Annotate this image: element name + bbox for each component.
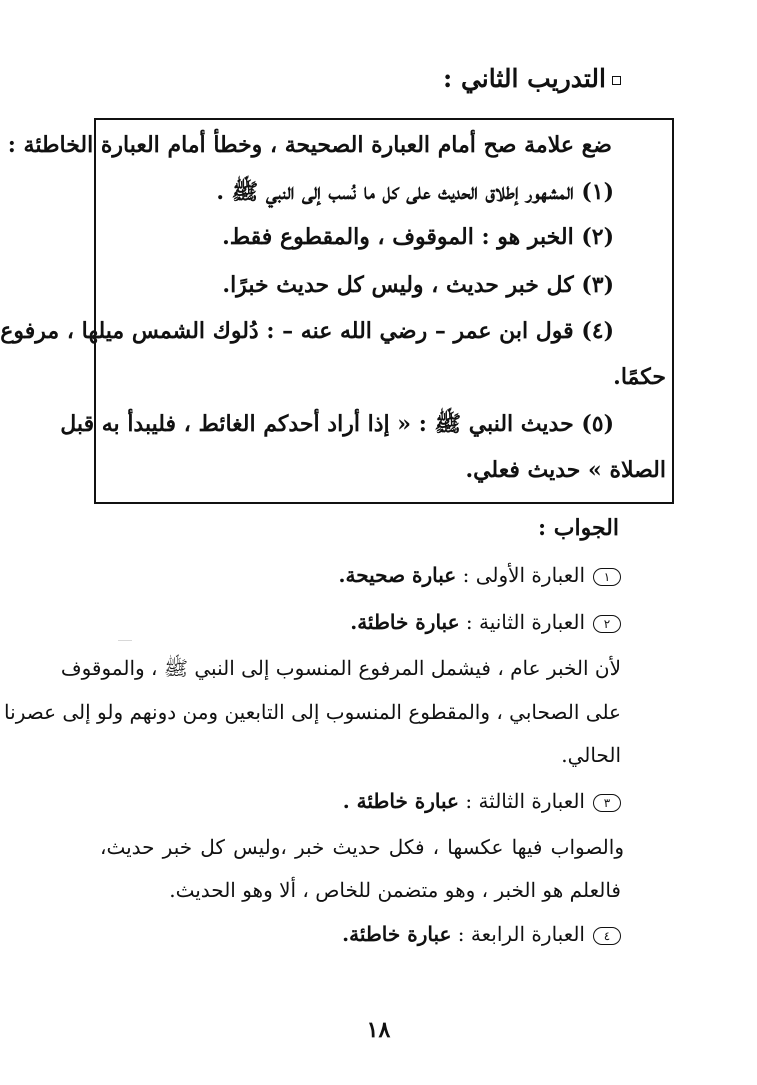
answer-statement: العبارة الثالثة : <box>458 789 585 813</box>
answer-verdict: عبارة خاطئة. <box>350 610 460 634</box>
exercise-item-5-line-2: الصلاة » حديث فعلي. <box>465 457 666 483</box>
exercise-item-5-line-1: (٥) حديث النبي ﷺ : « إذا أراد أحدكم الغائط ، فليبدأ به قبل <box>60 411 614 437</box>
exercise-item-3: (٣) كل خبر حديث ، وليس كل حديث خبرًا. <box>222 272 614 298</box>
answer-2-explanation-line-1: لأن الخبر عام ، فيشمل المرفوع المنسوب إلى النبي ﷺ ، والموقوف <box>60 656 621 680</box>
answer-number-badge: ٢ <box>593 615 621 633</box>
exercise-item-4-line-2: حكمًا. <box>613 364 666 390</box>
answer-statement: العبارة الثانية : <box>459 610 585 634</box>
heading-text: التدريب الثاني : <box>443 64 606 93</box>
exercise-item-4-line-1: (٤) قول ابن عمر – رضي الله عنه – : دُلوك الشمس ميلها ، مرفوع <box>0 318 614 344</box>
answer-verdict: عبارة صحيحة. <box>338 563 457 587</box>
exercise-box <box>0 118 674 504</box>
exercise-item-2: (٢) الخبر هو : الموقوف ، والمقطوع فقط. <box>222 224 614 250</box>
divider <box>118 640 132 641</box>
answer-verdict: عبارة خاطئة. <box>342 922 452 946</box>
square-bullet-icon <box>612 76 621 85</box>
answer-item-4 <box>342 922 621 946</box>
answer-3-explanation-line-1: والصواب فيها عكسها ، فكل حديث خبر ،وليس كل خبر حديث، <box>100 835 624 859</box>
answer-item-1 <box>339 563 621 587</box>
answer-item-2 <box>350 610 621 634</box>
answer-number-badge: ٣ <box>593 794 621 812</box>
answer-verdict: عبارة خاطئة . <box>342 789 459 813</box>
answer-label: الجواب : <box>538 515 619 541</box>
answer-number-badge: ١ <box>593 568 621 586</box>
page-number: ١٨ <box>366 1017 391 1043</box>
exercise-instruction: ضع علامة صح أمام العبارة الصحيحة ، وخطأ أمام العبارة الخاطئة : <box>7 132 612 158</box>
exercise-item-1: (١) المشهور إطلاق الحديث على كل ما نُسب إلى النبي ﷺ . <box>216 179 614 205</box>
answer-3-explanation-line-2: فالعلم هو الخبر ، وهو متضمن للخاص ، ألا وهو الحديث. <box>169 878 621 902</box>
answer-item-3 <box>343 789 621 813</box>
answer-2-explanation-line-3: الحالي. <box>561 743 621 767</box>
section-heading <box>443 64 621 93</box>
answer-number-badge: ٤ <box>593 927 621 945</box>
answer-2-explanation-line-2: على الصحابي ، والمقطوع المنسوب إلى التابعين ومن دونهم ولو إلى عصرنا <box>4 700 621 724</box>
answer-statement: العبارة الأولى : <box>456 563 585 587</box>
answer-statement: العبارة الرابعة : <box>451 922 585 946</box>
